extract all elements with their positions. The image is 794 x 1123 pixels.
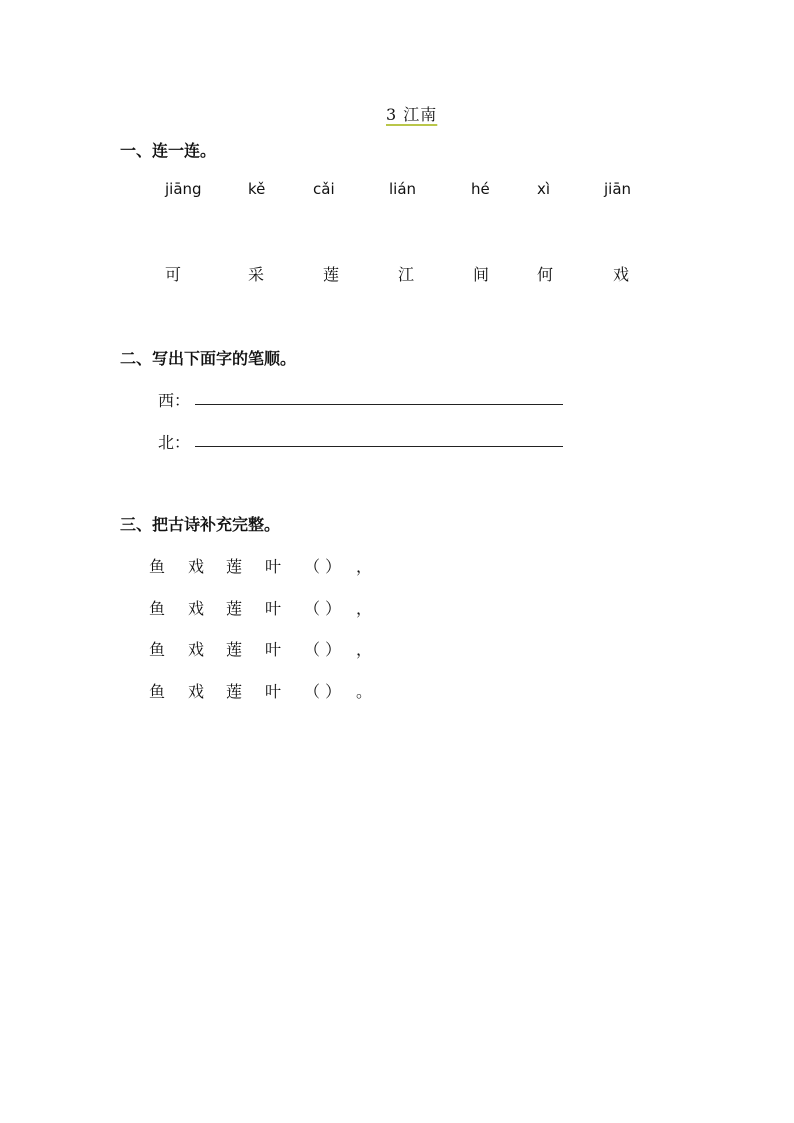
- character-6: 何: [537, 265, 554, 284]
- section3-heading: 三、把古诗补充完整。: [120, 515, 281, 534]
- poem-blank[interactable]: （ ）: [304, 640, 342, 659]
- pinyin-2: kě: [248, 180, 266, 198]
- page-title: 3 江南: [386, 105, 438, 124]
- poem-char: 鱼: [149, 599, 166, 618]
- character-7: 戏: [613, 265, 630, 284]
- stroke-label-bei: 北：: [158, 433, 191, 452]
- pinyin-3: cǎi: [313, 180, 335, 198]
- poem-char: 戏: [188, 640, 205, 659]
- poem-punct: ，: [356, 640, 373, 659]
- character-1: 可: [165, 265, 182, 284]
- poem-char: 莲: [226, 557, 243, 576]
- poem-char: 莲: [226, 682, 243, 701]
- stroke-order-line-xi[interactable]: [195, 404, 563, 405]
- poem-char: 莲: [226, 640, 243, 659]
- poem-blank[interactable]: （ ）: [304, 599, 342, 618]
- poem-char: 叶: [265, 682, 282, 701]
- poem-char: 莲: [226, 599, 243, 618]
- poem-char: 戏: [188, 599, 205, 618]
- character-2: 采: [248, 265, 265, 284]
- stroke-order-line-bei[interactable]: [195, 446, 563, 447]
- poem-char: 鱼: [149, 640, 166, 659]
- poem-char: 叶: [265, 557, 282, 576]
- poem-char: 鱼: [149, 557, 166, 576]
- section1-heading: 一、连一连。: [120, 141, 217, 160]
- poem-punct: 。: [356, 682, 373, 701]
- stroke-label-xi: 西：: [158, 391, 191, 410]
- pinyin-4: lián: [389, 180, 417, 198]
- poem-char: 戏: [188, 682, 205, 701]
- pinyin-1: jiāng: [165, 180, 202, 198]
- character-5: 间: [473, 265, 490, 284]
- poem-punct: ，: [356, 599, 373, 618]
- section2-heading: 二、写出下面字的笔顺。: [120, 349, 297, 368]
- poem-char: 戏: [188, 557, 205, 576]
- poem-punct: ，: [356, 557, 373, 576]
- poem-char: 叶: [265, 599, 282, 618]
- poem-char: 叶: [265, 640, 282, 659]
- poem-blank[interactable]: （ ）: [304, 682, 342, 701]
- poem-char: 鱼: [149, 682, 166, 701]
- character-3: 莲: [323, 265, 340, 284]
- character-4: 江: [398, 265, 415, 284]
- poem-blank[interactable]: （ ）: [304, 557, 342, 576]
- pinyin-5: hé: [471, 180, 490, 198]
- pinyin-7: jiān: [604, 180, 632, 198]
- pinyin-6: xì: [537, 180, 551, 198]
